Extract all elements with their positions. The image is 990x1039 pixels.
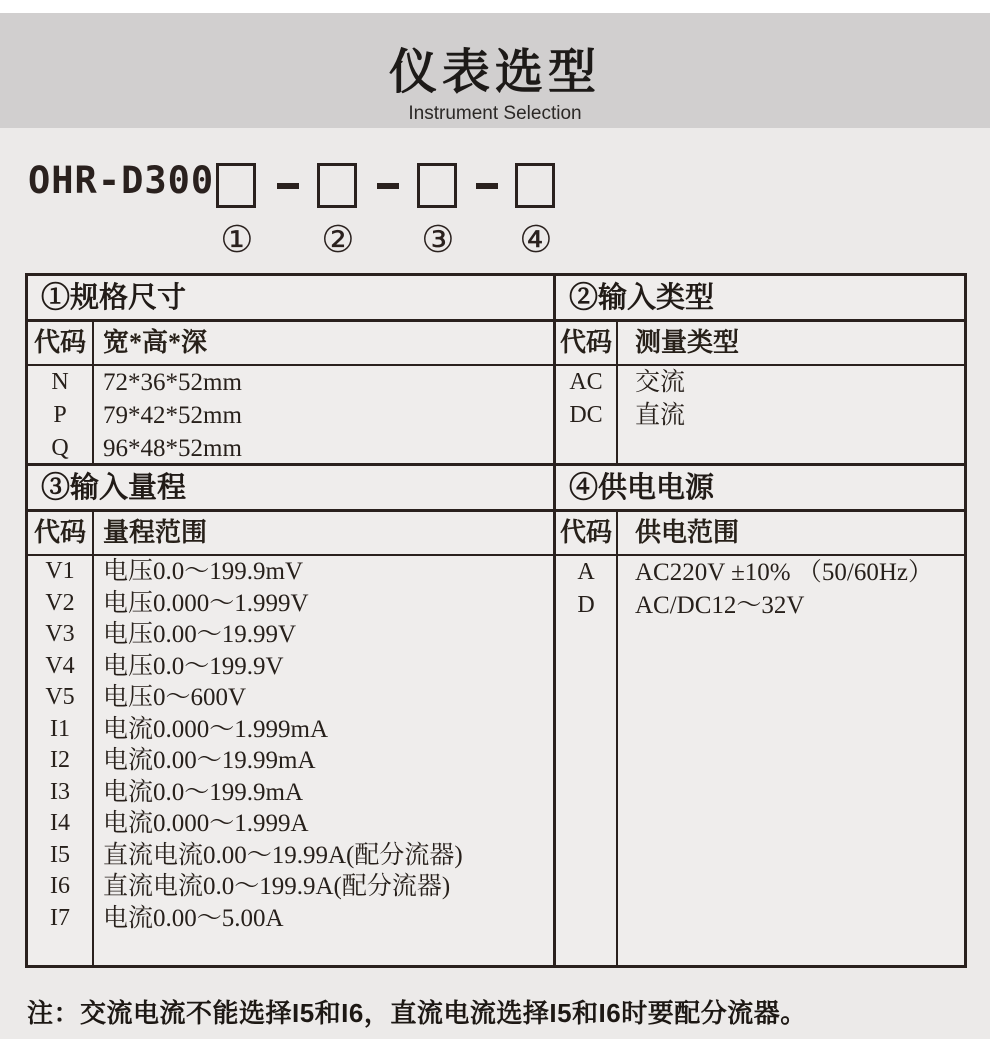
row-code: V3	[28, 619, 94, 651]
col-header-code: 代码	[556, 322, 618, 364]
section-power-colhead	[556, 512, 964, 556]
dash-separator-2	[377, 183, 399, 189]
row-value: 电流0.0～199.9mA	[103, 778, 304, 806]
table-row	[556, 399, 964, 432]
row-code: V4	[28, 651, 94, 683]
table-row	[556, 556, 964, 589]
dash-separator-1	[277, 183, 299, 189]
table-row	[28, 745, 553, 777]
table-row	[28, 651, 553, 683]
model-slot-4-box	[515, 163, 555, 208]
row-value: 电流0.000～1.999A	[103, 810, 309, 837]
col-header-code: 代码	[28, 512, 94, 554]
model-prefix: OHR-D300	[28, 159, 215, 202]
model-slot-3-box	[417, 163, 457, 208]
row-code: V5	[28, 682, 94, 714]
col-header-code: 代码	[556, 512, 618, 554]
model-slot-2-box	[317, 163, 357, 208]
row-value: AC220V ±10% （50/60Hz）	[635, 559, 933, 586]
section-size	[28, 276, 553, 466]
row-code: I1	[28, 714, 94, 746]
table-row	[28, 556, 553, 588]
row-code: I6	[28, 871, 94, 903]
row-value: 电流0.000～1.999mA	[103, 715, 329, 743]
circled-number-2: ②	[321, 218, 355, 261]
section-power-rows	[556, 556, 964, 965]
row-code: V2	[28, 588, 94, 620]
row-code: I4	[28, 808, 94, 840]
row-value: 直流电流0.0～199.9A(配分流器)	[103, 873, 451, 900]
row-code: V1	[28, 556, 94, 588]
section-input-type-colhead	[556, 322, 964, 366]
row-value: 电压0.0～199.9V	[103, 652, 284, 680]
row-code: I2	[28, 745, 94, 777]
row-value: 电压0.00～19.99V	[103, 621, 297, 648]
table-row	[28, 399, 553, 432]
row-value: 96*48*52mm	[103, 435, 242, 462]
row-value: 79*42*52mm	[103, 402, 242, 429]
section-range-colhead	[28, 512, 553, 556]
row-value: 电流0.00～5.00A	[103, 904, 284, 932]
dash-separator-3	[476, 183, 498, 189]
section-input-type	[556, 276, 964, 466]
table-row	[28, 903, 553, 935]
section-range	[28, 466, 553, 965]
row-value: 72*36*52mm	[103, 369, 242, 396]
row-value: 电压0.000～1.999V	[103, 589, 309, 617]
section-power-title: ④供电电源	[556, 466, 964, 512]
section-input-type-title: ②输入类型	[556, 276, 964, 322]
table-row	[28, 682, 553, 714]
row-code: A	[556, 556, 618, 589]
page-subtitle: Instrument Selection	[408, 103, 582, 124]
table-row-filler	[556, 432, 964, 463]
row-value: 直流电流0.00～19.99A(配分流器)	[103, 841, 463, 869]
section-size-colhead	[28, 322, 553, 366]
row-value: AC/DC12～32V	[635, 592, 805, 619]
section-range-title: ③输入量程	[28, 466, 553, 512]
row-value: 电流0.00～19.99mA	[103, 747, 316, 774]
table-row	[28, 777, 553, 809]
row-value: 直流	[635, 402, 686, 429]
section-size-title: ①规格尺寸	[28, 276, 553, 322]
col-header-value: 测量类型	[635, 328, 740, 357]
table-row	[556, 589, 964, 622]
model-slot-1-box	[216, 163, 256, 208]
footnote: 注：交流电流不能选择I5和I6，直流电流选择I5和I6时要配分流器。	[27, 998, 807, 1028]
title-band	[0, 13, 990, 128]
col-header-value: 量程范围	[103, 518, 208, 547]
row-code: AC	[556, 366, 618, 399]
row-code: I7	[28, 903, 94, 935]
table-column-left	[28, 276, 556, 965]
table-column-right	[556, 276, 964, 965]
table-row	[28, 840, 553, 872]
table-row	[28, 871, 553, 903]
table-row-filler	[556, 622, 964, 965]
section-range-rows	[28, 556, 553, 965]
row-code: P	[28, 399, 94, 432]
table-row	[28, 619, 553, 651]
col-header-code: 代码	[28, 322, 94, 364]
table-row	[28, 714, 553, 746]
row-code: N	[28, 366, 94, 399]
circled-number-1: ①	[220, 218, 254, 261]
row-code: Q	[28, 432, 94, 465]
table-row-filler	[28, 934, 553, 965]
row-code: DC	[556, 399, 618, 432]
table-row	[28, 432, 553, 465]
row-value: 电压0～600V	[103, 684, 247, 711]
selection-table	[25, 273, 967, 968]
table-row	[28, 588, 553, 620]
section-input-type-rows	[556, 366, 964, 463]
row-code: D	[556, 589, 618, 622]
table-row	[28, 808, 553, 840]
row-value: 电压0.0～199.9mV	[103, 558, 304, 585]
row-code: I5	[28, 840, 94, 872]
row-value: 交流	[635, 369, 686, 396]
section-power	[556, 466, 964, 965]
page-title: 仪表选型	[388, 46, 601, 99]
circled-number-4: ④	[519, 218, 553, 261]
table-row	[28, 366, 553, 399]
circled-number-3: ③	[421, 218, 455, 261]
col-header-value: 供电范围	[635, 518, 740, 547]
section-size-rows	[28, 366, 553, 465]
table-row	[556, 366, 964, 399]
col-header-value: 宽*高*深	[103, 328, 208, 357]
row-code: I3	[28, 777, 94, 809]
